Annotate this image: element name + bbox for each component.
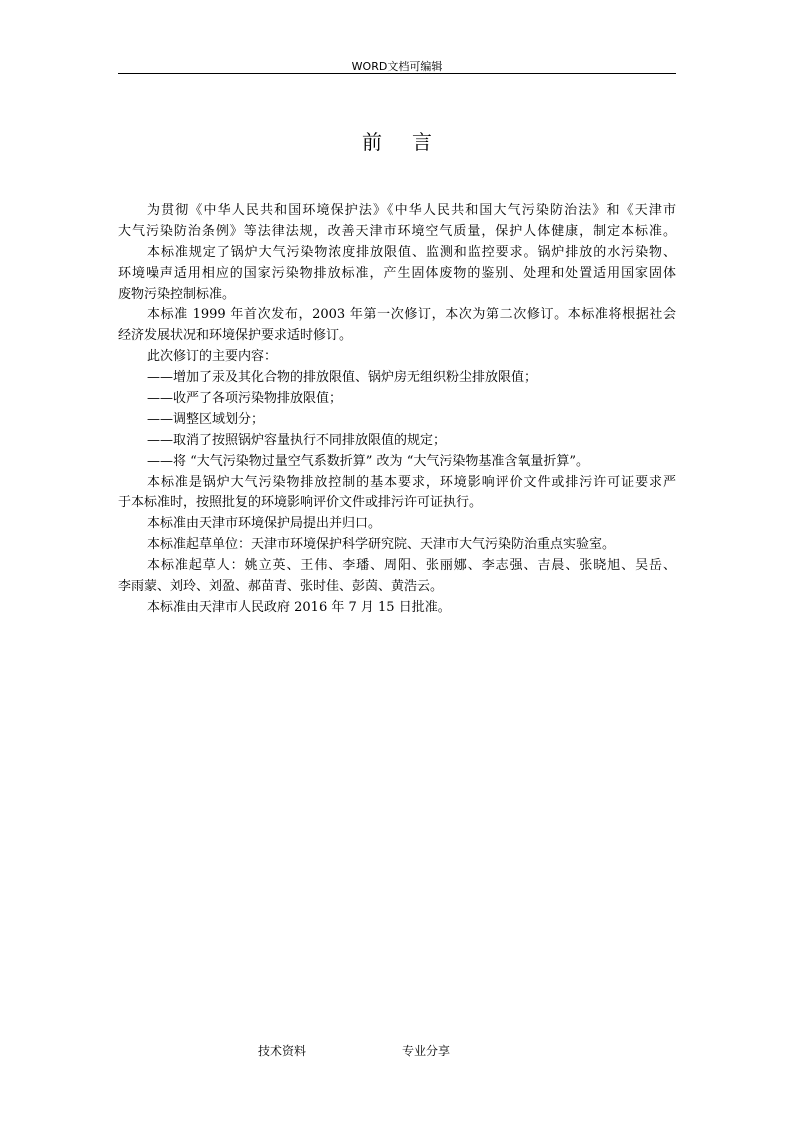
page-title: 前言 (362, 130, 462, 154)
footer-right-text: 专业分享 (402, 1044, 451, 1058)
footer-left-text: 技术资料 (258, 1044, 307, 1058)
body-line: 为贯彻《中华人民共和国环境保护法》《中华人民共和国大气污染防治法》和《天津市 (147, 203, 676, 218)
body-line: 大气污染防治条例》等法律法规，改善天津市环境空气质量，保护人体健康，制定本标准。 (118, 223, 676, 239)
body-line: 经济发展状况和环境保护要求适时修订。 (118, 328, 353, 344)
body-line: 本标准起草人：姚立英、王伟、李璠、周阳、张丽娜、李志强、吉晨、张晓旭、吴岳、 (147, 558, 676, 574)
header-rule (118, 73, 676, 74)
list-item: ——调整区域划分； (147, 411, 265, 427)
body-line: 本标准由天津市环境保护局提出并归口。 (147, 516, 382, 532)
body-line: 本标准规定了锅炉大气污染物浓度排放限值、监测和监控要求。锅炉排放的水污染物、 (147, 244, 676, 260)
body-line: 李雨蒙、刘玲、刘盈、郝苗青、张时佳、彭茵、黄浩云。 (118, 579, 444, 595)
body-line: 本标准由天津市人民政府 2016 年 7 月 15 日批准。 (147, 599, 451, 615)
body-line: 此次修订的主要内容： (147, 349, 278, 365)
body-line: 本标准 1999 年首次发布，2003 年第一次修订，本次为第二次修订。本标准将根据社会 (147, 307, 676, 323)
document-body (118, 201, 676, 619)
list-item: ——收严了各项污染物排放限值； (147, 391, 343, 407)
body-line: 于本标准时，按照批复的环境影响评价文件或排污许可证执行。 (118, 495, 483, 511)
list-item: ——增加了汞及其化合物的排放限值、锅炉房无组织粉尘排放限值； (147, 370, 538, 386)
header-text: WORD文档可编辑 (351, 60, 443, 73)
body-line: 本标准起草单位：天津市环境保护科学研究院、天津市大气污染防治重点实验室。 (147, 537, 616, 553)
body-line: 废物污染控制标准。 (118, 286, 236, 302)
list-item: ——将 “大气污染物过量空气系数折算” 改为 “大气污染物基准含氧量折算”。 (147, 453, 589, 469)
body-line: 环境噪声适用相应的国家污染物排放标准，产生固体废物的鉴别、处理和处置适用国家固体 (118, 265, 676, 281)
list-item: ——取消了按照锅炉容量执行不同排放限值的规定； (147, 432, 447, 448)
body-line: 本标准是锅炉大气污染物排放控制的基本要求，环境影响评价文件或排污许可证要求严 (147, 474, 676, 490)
